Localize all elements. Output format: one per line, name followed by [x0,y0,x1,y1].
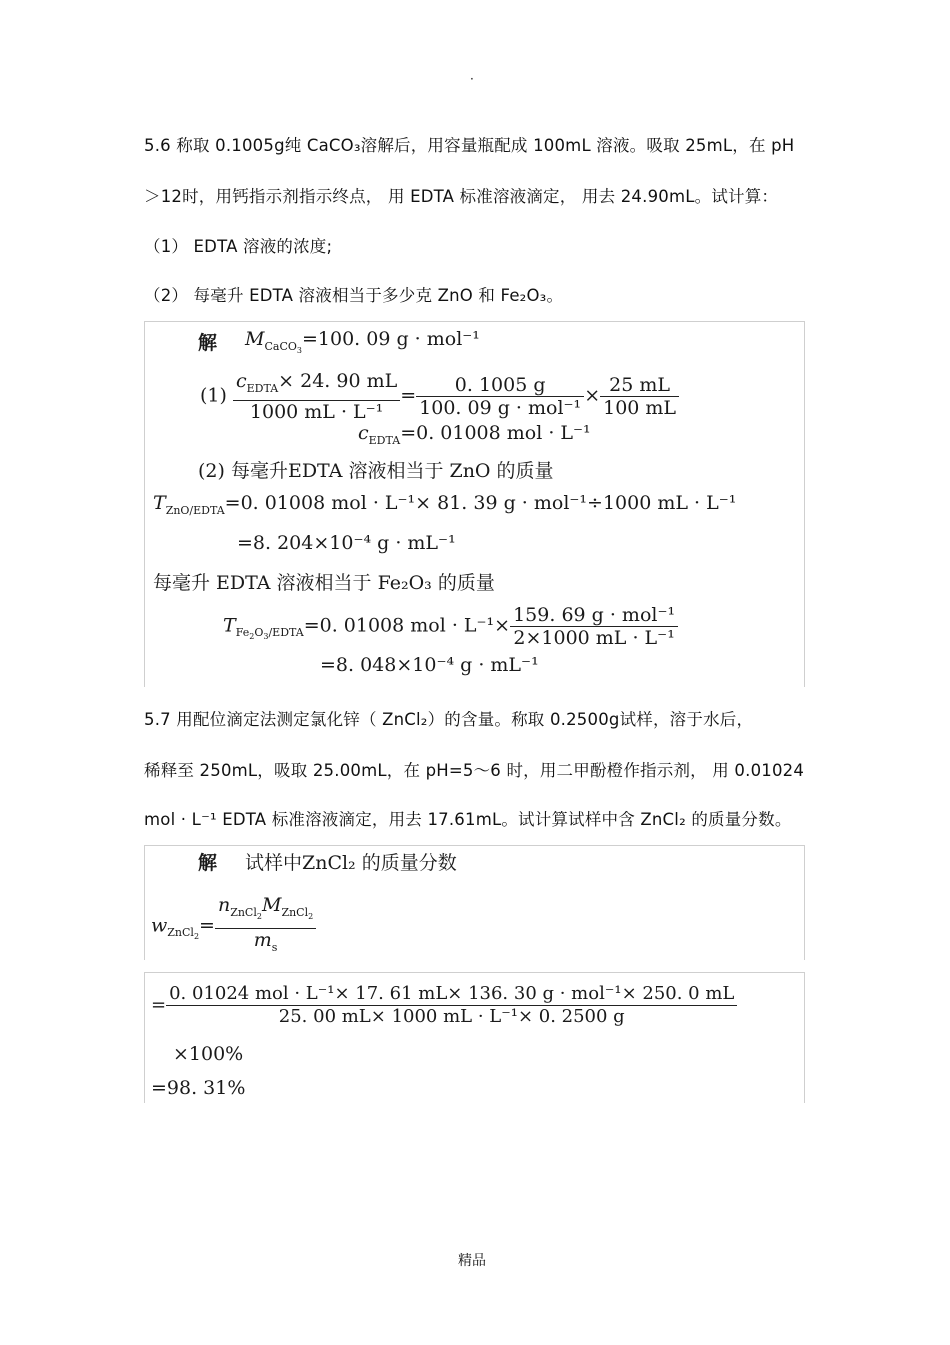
q1-label: (1) [200,384,227,407]
zncl2-calculation: = $\frac{\text{0. 01024 mol · L⁻¹× 17. 61 mL× 136. 30 g · mol⁻¹× 250. 0 mL}}{\text{25. 00 mL× 1000 mL · L⁻¹× 0. 2500 g}}$ [151,983,737,1028]
fraction-mid: $\frac{0. 1005 g}{\text{100. 09 g · mol⁻¹}}$ [416,374,584,419]
solution-5-7-box-top [144,845,805,960]
q2-heading: (2) 每毫升EDTA 溶液相当于 ZnO 的质量 [198,460,554,482]
problem-5-7-line-2: 稀释至 250mL，吸取 25.00mL，在 pH=5～6 时，用二甲酚橙作指示剂， 用 0.01024 [144,761,805,780]
zncl2-result: =98. 31% [151,1077,246,1099]
problem-5-6-line-1: 5.6 称取 0.1005g纯 CaCO₃溶解后，用容量瓶配成 100mL 溶液。吸取 25mL，在 pH [144,136,795,155]
problem-5-6-line-3: （1） EDTA 溶液的浓度; [144,237,333,256]
fraction-fe2o3: $\frac{\text{159. 69 g · mol⁻¹}}{\text{2×1000 mL · L⁻¹}}$ [510,604,678,649]
t-zno-result: =8. 204×10⁻⁴ g · mL⁻¹ [237,532,456,554]
zncl2-heading: 试样中ZnCl₂ 的质量分数 [245,852,457,874]
footer-label: 精品 [458,1253,486,1269]
solution-5-7-box-bottom [144,972,805,1103]
t-fe2o3-result: =8. 048×10⁻⁴ g · mL⁻¹ [320,654,539,676]
times-100-percent: ×100% [173,1043,244,1065]
problem-5-7-line-1: 5.7 用配位滴定法测定氯化锌（ ZnCl₂）的含量。称取 0.2500g试样，溶于水后， [144,710,754,729]
fraction-calc: $\frac{\text{0. 01024 mol · L⁻¹× 17. 61 mL× 136. 30 g · mol⁻¹× 250. 0 mL}}{\text{25. 00 mL× 1000 mL · L⁻¹× 0. 2500 g}}$ [166,983,737,1028]
fraction-w: $\frac{n_{ZnCl_2}M_{ZnCl_2}}{m_s}$ [215,894,316,959]
m-caco3: $M_{CaCO_3}=100$. 09 g · mol⁻¹ [245,328,480,355]
q1-equation: (1) $\frac{c_{EDTA}\times 24. 90 mL}{\text{1000 mL · L⁻¹}}$ = $\frac{0. 1005 g}{\text{100. 09 g · mol⁻¹}}$ × $\frac{25 mL}{100 mL}$ [200,370,679,423]
c-edta-result: $c_{EDTA}=0$. 01008 mol · L⁻¹ [358,422,591,447]
fe2o3-heading: 每毫升 EDTA 溶液相当于 Fe₂O₃ 的质量 [153,572,495,594]
t-fe2o3-expression: $T_{Fe_2O_3/EDTA}=0$. 01008 mol · L⁻¹× $\frac{\text{159. 69 g · mol⁻¹}}{\text{2×1000 mL · L⁻¹}}$ [223,604,678,649]
w-zncl2-formula: $w_{ZnCl_2}=$ $\frac{n_{ZnCl_2}M_{ZnCl_2}}{m_s}$ [151,894,316,959]
problem-5-6-line-2: ＞12时，用钙指示剂指示终点， 用 EDTA 标准溶液滴定， 用去 24.90mL。试计算： [144,187,779,206]
t-zno-expression: $T_{ZnO/EDTA}=0$. 01008 mol · L⁻¹× 81. 39 g · mol⁻¹÷1000 mL · L⁻¹ [153,492,737,517]
fraction-right: $\frac{25 mL}{100 mL}$ [600,374,679,419]
problem-5-7-line-3: mol · L⁻¹ EDTA 标准溶液滴定，用去 17.61mL。试计算试样中含 ZnCl₂ 的质量分数。 [144,810,792,829]
problem-5-6-line-4: （2） 每毫升 EDTA 溶液相当于多少克 ZnO 和 Fe₂O₃。 [144,286,564,305]
solution-label: 解 [198,332,218,354]
solution-label-2: 解 [198,852,218,874]
fraction-left: $\frac{c_{EDTA}\times 24. 90 mL}{\text{1000 mL · L⁻¹}}$ [233,370,400,423]
solution-5-6-box [144,321,805,687]
header-dot: · [470,72,474,86]
